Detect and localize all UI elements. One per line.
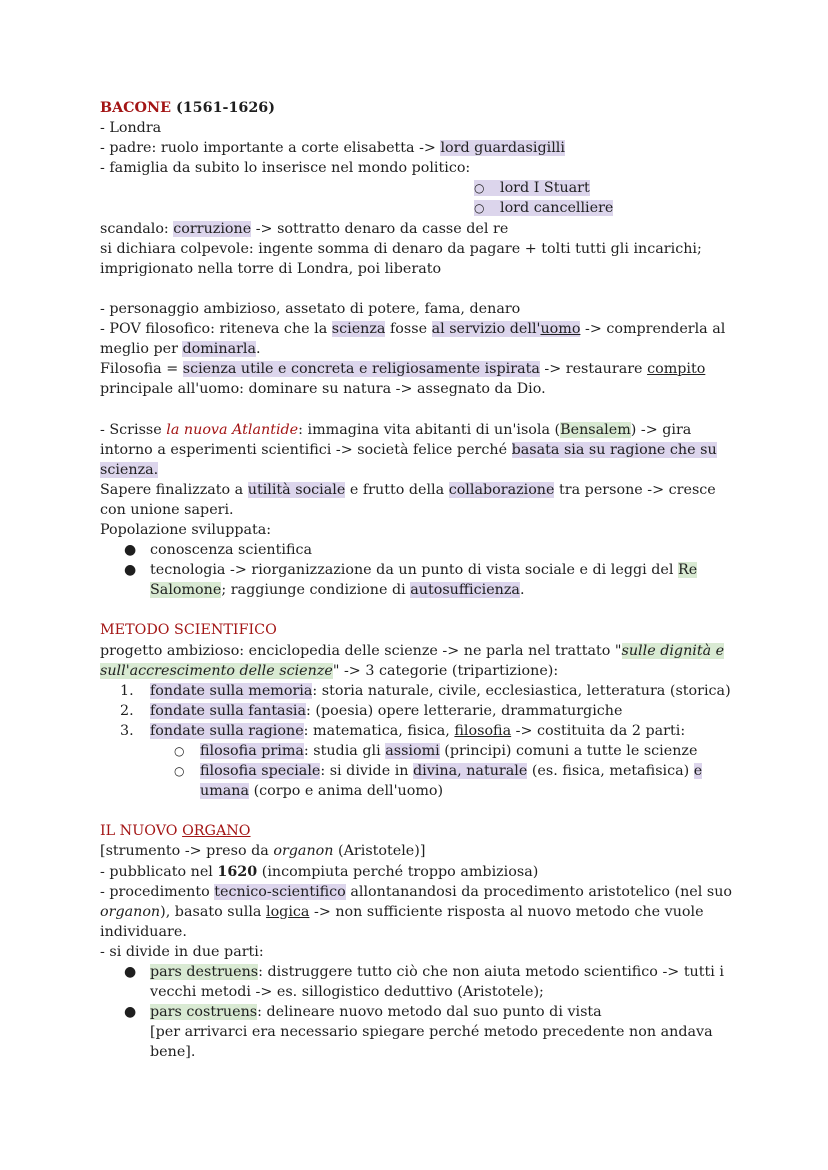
text-span: conoscenza scientifica — [150, 542, 313, 559]
list-item — [100, 701, 740, 721]
text-line: - famiglia da subito lo inserisce nel mondo politico: — [100, 160, 471, 177]
highlight: basata sia su ragione che su scienza. — [100, 441, 717, 478]
text-span: scandalo: — [100, 220, 174, 237]
highlight: utilità sociale — [247, 481, 346, 498]
text-span: (Aristotele)] — [333, 843, 426, 860]
highlight: fondate sulla memoria — [150, 682, 313, 699]
text-span: [strumento -> preso da — [100, 843, 274, 860]
list-item — [100, 962, 740, 1002]
highlight-green: Bensalem — [560, 421, 631, 438]
paragraph-atlantide — [100, 420, 740, 480]
text-span: principale all'uomo: dominare su natura -> assegnato da Dio. — [100, 381, 546, 398]
text-span: : studia gli — [303, 743, 386, 759]
highlight: fondate sulla fantasia — [150, 702, 307, 719]
bullet-icon: ● — [124, 562, 137, 579]
highlight: corruzione — [173, 220, 252, 237]
highlight: scienza — [331, 321, 386, 338]
circle-bullet-icon: ○ — [474, 181, 485, 196]
text-span: allontanandosi da procedimento aristotelico (nel suo — [345, 883, 733, 900]
highlight: collaborazione — [448, 481, 555, 498]
text-span: " -> 3 categorie (tripartizione): — [332, 662, 559, 679]
text-span: - POV filosofico: riteneva che la — [100, 321, 332, 338]
highlight: dominarla — [182, 341, 257, 358]
bullet-icon: ● — [124, 964, 137, 981]
list-number: 1. — [120, 682, 134, 699]
highlight: tecnico-scientifico — [214, 883, 346, 900]
text-span: ), basato sulla — [160, 903, 266, 920]
highlight: fondate sulla ragione — [150, 722, 304, 739]
title-bacone: BACONE — [100, 100, 171, 116]
text-span: (incompiuta perché troppo ambiziosa) — [257, 863, 539, 880]
text-span: - Scrisse — [100, 421, 167, 438]
text-span: - pubblicato nel — [100, 863, 218, 880]
section-title-bacone — [100, 98, 740, 118]
underlined-text: compito — [647, 361, 706, 378]
text-span: -> non sufficiente risposta al nuovo metodo che vuole individuare. — [100, 903, 704, 940]
highlight-green: Re Salomone — [150, 562, 698, 599]
text-span: (principi) comuni a tutte le scienze — [439, 743, 698, 759]
book-title: la nuova Atlantide — [166, 421, 299, 438]
title-dates: (1561-1626) — [170, 100, 276, 116]
text-line: imprigionato nella torre di Londra, poi liberato — [100, 260, 442, 277]
text-span: - padre: ruolo importante a corte elisabetta -> — [100, 140, 441, 157]
highlight: assiomi — [385, 743, 440, 759]
list-number: 2. — [120, 702, 134, 719]
circle-bullet-icon: ○ — [174, 764, 185, 779]
title-underlined: ORGANO — [182, 823, 251, 840]
text-span: -> restaurare — [539, 361, 648, 378]
sub-list-item — [100, 178, 740, 198]
paragraph-sapere — [100, 480, 740, 520]
text-span: -> comprenderla al meglio per — [100, 321, 726, 358]
text-line — [100, 219, 740, 239]
text-line: si dichiara colpevole: ingente somma di denaro da pagare + tolti tutti gli incarichi; — [100, 240, 702, 257]
text-span: -> sottratto denaro da casse del re — [251, 220, 509, 237]
text-span: fosse — [385, 321, 432, 338]
text-line: Popolazione sviluppata: — [100, 521, 272, 538]
text-span: tecnologia -> riorganizzazione da un punto di vista sociale e di leggi del — [150, 562, 678, 579]
text-span: . — [519, 582, 525, 599]
bullet-list — [100, 962, 740, 1062]
italic-text: organon — [100, 903, 161, 920]
paragraph-procedimento — [100, 882, 740, 942]
highlight: scienza utile e concreta e religiosamente ispirata — [182, 361, 540, 378]
text-span: Sapere finalizzato a — [100, 481, 248, 498]
list-number: 3. — [120, 722, 134, 739]
list-item — [100, 721, 740, 741]
text-line — [100, 862, 740, 882]
text-span: ) -> gira intorno a esperimenti scientifici -> società felice perché — [100, 421, 692, 458]
highlight: lord guardasigilli — [440, 140, 565, 157]
highlight-green-italic: sulle dignità e sull'accrescimento delle scienze — [100, 642, 725, 679]
underlined-text: filosofia — [454, 722, 512, 739]
text-span: : delineare nuovo metodo dal suo punto di vista — [257, 1004, 602, 1021]
text-span: - procedimento — [100, 883, 215, 900]
sub-list — [100, 741, 740, 801]
highlight: lord I Stuart — [474, 180, 590, 196]
section-title-organo — [100, 821, 740, 841]
highlight: divina, naturale — [413, 763, 528, 780]
bullet-list — [100, 540, 740, 600]
text-span: progetto ambizioso: enciclopedia delle scienze -> ne parla nel trattato " — [100, 642, 622, 659]
text-span: : (poesia) opere letterarie, drammaturgiche — [306, 702, 623, 719]
text-line — [100, 138, 740, 158]
circle-bullet-icon: ○ — [474, 201, 485, 216]
highlight: e umana — [200, 763, 703, 800]
bullet-icon: ● — [124, 542, 137, 559]
bullet-icon: ● — [124, 1004, 137, 1021]
paragraph-filosofia — [100, 359, 740, 399]
highlight-green: pars destruens — [150, 964, 259, 981]
text-span: [per arrivarci era necessario spiegare perché metodo precedente non andava bene]. — [150, 1024, 713, 1061]
text-span: : matematica, fisica, — [303, 722, 455, 739]
text-line: - Londra — [100, 120, 162, 137]
paragraph-metodo — [100, 641, 740, 681]
list-item — [100, 560, 740, 600]
text-span: : immagina vita abitanti di un'isola ( — [298, 421, 561, 438]
document-page — [100, 98, 740, 1063]
text-span: . — [256, 341, 261, 358]
text-span: : storia naturale, civile, ecclesiastica, letteratura (storica) — [312, 682, 731, 699]
sub-list-item — [100, 198, 740, 218]
italic-text: organon — [273, 843, 334, 860]
list-item — [100, 540, 740, 560]
text-span: (es. fisica, metafisica) — [527, 763, 694, 780]
underlined-text: logica — [266, 903, 310, 920]
text-span: : distruggere tutto ciò che non aiuta metodo scientifico -> tutti i vecchi metodi -> es. sillogistico deduttivo (Aristotele); — [150, 964, 724, 1001]
title-part: IL NUOVO — [100, 823, 183, 840]
highlight-green: pars costruens — [150, 1004, 258, 1021]
text-span: -> costituita da 2 parti: — [511, 722, 686, 739]
text-line — [100, 841, 740, 861]
paragraph-pov — [100, 319, 740, 359]
highlight: filosofia speciale — [200, 763, 321, 780]
highlight: al servizio dell' — [431, 321, 541, 338]
text-span: : si divide in — [320, 763, 414, 780]
list-item — [100, 1002, 740, 1062]
highlight: autosufficienza — [410, 582, 520, 599]
numbered-list — [100, 681, 740, 741]
text-span: (corpo e anima dell'uomo) — [249, 783, 444, 800]
text-span: ; raggiunge condizione di — [221, 582, 411, 599]
text-line: - personaggio ambizioso, assetato di potere, fama, denaro — [100, 300, 521, 317]
sub-list-item — [100, 761, 740, 801]
text-span: e frutto della — [345, 481, 449, 498]
sub-list-item — [100, 741, 740, 761]
text-span: tra persone -> cresce con unione saperi. — [100, 481, 716, 518]
section-title-metodo: METODO SCIENTIFICO — [100, 622, 277, 639]
highlight: filosofia prima — [200, 743, 304, 759]
list-item — [100, 681, 740, 701]
highlight-underlined: uomo — [540, 321, 581, 338]
highlight: lord cancelliere — [474, 200, 613, 216]
bold-year: 1620 — [217, 863, 258, 880]
text-span: Filosofia = — [100, 361, 183, 378]
circle-bullet-icon: ○ — [174, 744, 185, 758]
text-line: - si divide in due parti: — [100, 943, 264, 960]
